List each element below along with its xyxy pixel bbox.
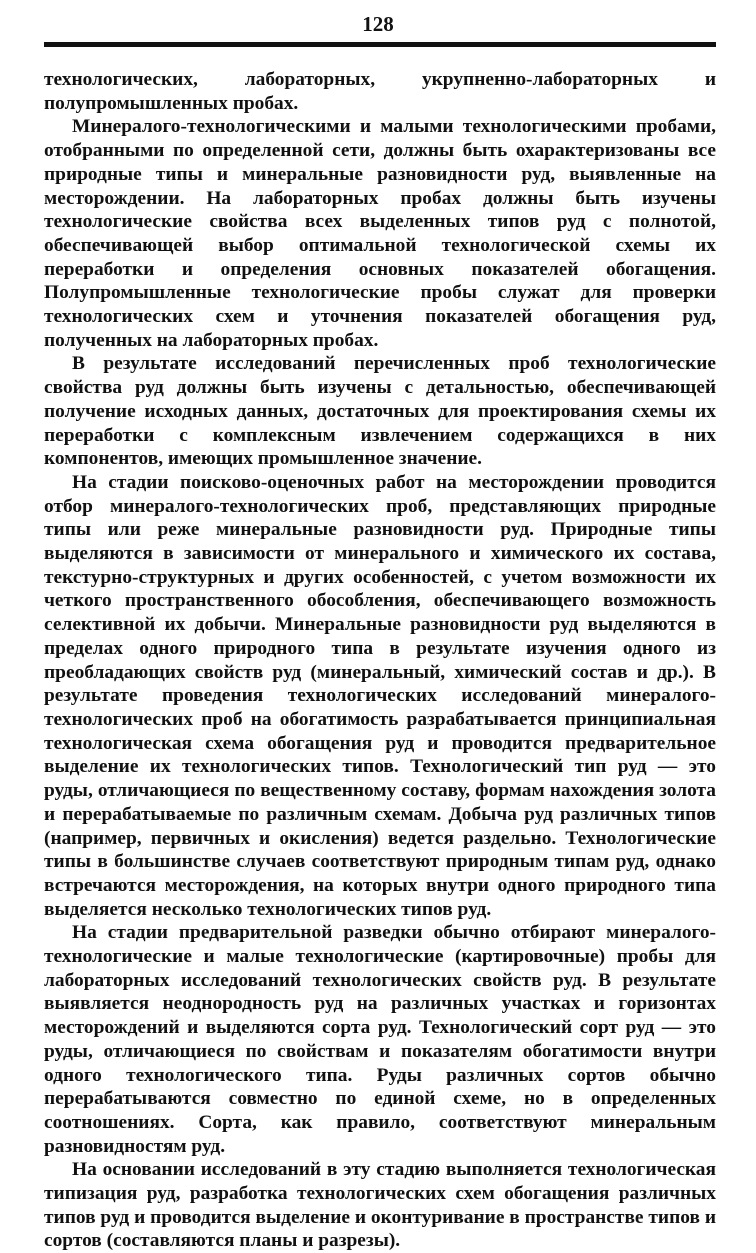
header-rule [44,42,716,47]
paragraph-3: В результате исследований перечисленных проб технологические свойства руд должны быть изучены с детальностью, обеспечивающей получение исходных данных, достаточных для проектирования схемы их переработки с комплексным извлечением содержащихся в них компонентов, имеющих промышленное значение. [44,353,716,470]
paragraph-4: На стадии поисково-оценочных работ на месторождении проводится отбор минералого-технологических проб, представляющих природные типы или реже минеральные разновидности руд. Природные типы выделяются в зависимости от минерального и химического их состава, текстурно-структурных и других особенностей, с учетом возможности их четкого пространственного обособления, обеспечивающего возможность селективной их добычи. Минеральные разновидности руд выделяются в пределах одного природного типа в результате изучения одного из преобладающих свойств руд (минеральный, химический состав и др.). В результате проведения технологических исследований минералого-технологических проб на обогатимость разрабатывается принципиальная технологическая схема обогащения руд и проводится предварительное выделение их технологических типов. Технологический тип руд — это руды, отличающиеся по вещественному составу, формам нахождения золота и перерабатываемые по различным схемам. Добыча руд различных типов (например, первичных и окисления) ведется раздельно. Технологические типы в большинстве случаев соответствуют природным типам руд, однако встречаются месторождения, на которых внутри одного природного типа выделяется несколько технологических типов руд. [44,471,716,920]
page-number: 128 [362,12,394,36]
paragraph-6: На основании исследований в эту стадию выполняется технологическая типизация руд, разработка технологических схем обогащения различных типов руд и проводится выделение и оконтуривание в пространстве типов и сортов (составляются планы и разрезы). [44,1159,716,1252]
text-body [44,68,716,1253]
paragraph-5: На стадии предварительной разведки обычно отбирают минералого-технологические и малые технологические (картировочные) пробы для лабораторных исследований технологических свойств руд. В результате выявляется неоднородность руд на различных участках и горизонтах месторождений и выделяются сорта руд. Технологический сорт руд — это руды, отличающиеся по свойствам и показателям обогатимости внутри одного технологического типа. Руды различных сортов обычно перерабатываются совместно по единой схеме, но в определенных соотношениях. Сорта, как правило, соответствуют минеральным разновидностям руд. [44,922,716,1157]
paragraph-2: Минералого-технологическими и малыми технологическими пробами, отобранными по определенной сети, должны быть охарактеризованы все природные типы и минеральные разновидности руд, выявленные на месторождении. На лабораторных пробах должны быть изучены технологические свойства всех выделенных типов руд с полнотой, обеспечивающей выбор оптимальной технологической схемы их переработки и определения основных показателей обогащения. Полупромышленные технологические пробы служат для проверки технологических схем и уточнения показателей обогащения руд, полученных на лабораторных пробах. [44,116,716,351]
paragraph-1: технологических, лабораторных, укрупненно-лабораторных и полупромышленных пробах. [44,69,716,114]
